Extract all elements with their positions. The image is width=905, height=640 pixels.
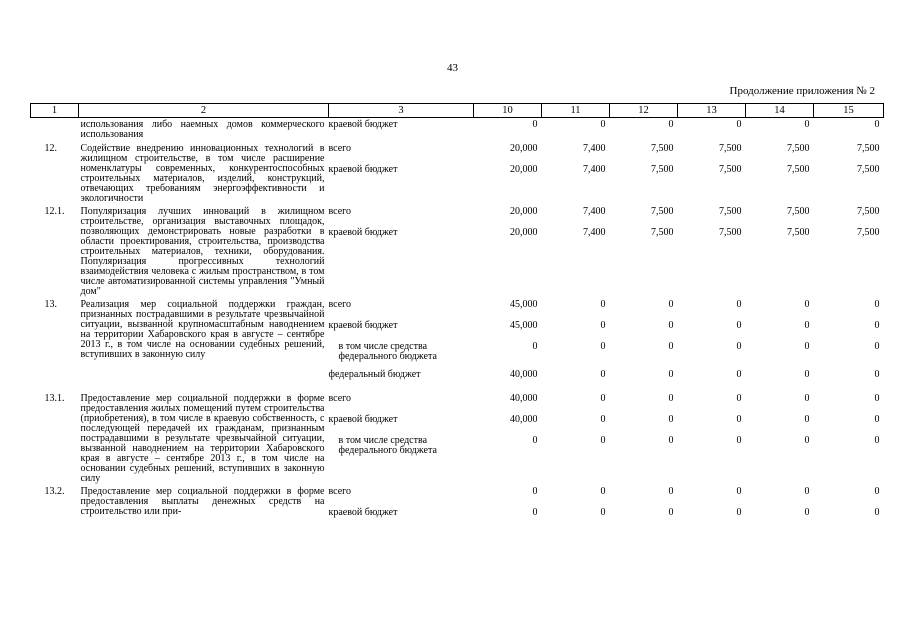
amount-value: 0 — [874, 507, 880, 518]
amount-value: 0 — [736, 393, 742, 404]
amount-value: 0 — [532, 341, 538, 352]
table-body — [31, 118, 884, 530]
table-row — [31, 141, 884, 204]
amount-value: 7,500 — [857, 227, 880, 238]
amount-value: 7,400 — [583, 164, 606, 175]
funding-source-cell — [329, 118, 474, 142]
amount-value: 0 — [874, 320, 880, 331]
value-cell — [610, 204, 678, 297]
amount-value: 7,500 — [787, 143, 810, 154]
amount-value: 40,000 — [510, 393, 538, 404]
table-row — [31, 391, 884, 484]
value-cell — [474, 141, 542, 204]
amount-value: 7,500 — [719, 206, 742, 217]
table-row — [31, 204, 884, 297]
amount-value: 0 — [532, 435, 538, 446]
amount-value: 0 — [736, 507, 742, 518]
value-cell — [814, 484, 884, 529]
funding-source: в том числе средства федерального бюджета — [338, 435, 437, 456]
row-description: Популяризация лучших инноваций в жилищном строительстве, организация выставочных площадок, позволяющих демонстрировать новые разработки в области проектирования, строительства, производства строительных материалов, техники, оборудования. Популяризация прогрессивных технологий взаимодействия человека с жилым пространством, в том числе автоматизированной системы управления "Умный дом" — [80, 206, 325, 297]
amount-value: 0 — [668, 299, 674, 310]
value-cell — [678, 391, 746, 484]
value-cell — [542, 118, 610, 142]
header-cell: 10 — [474, 104, 542, 118]
row-number: 13. — [44, 299, 57, 310]
value-cell — [746, 141, 814, 204]
amount-value: 0 — [874, 369, 880, 380]
amount-value: 0 — [736, 320, 742, 331]
row-number: 13.2. — [44, 486, 65, 497]
amount-value: 0 — [600, 393, 606, 404]
value-cell — [542, 391, 610, 484]
amount-value: 0 — [874, 119, 880, 130]
funding-source-cell — [329, 297, 474, 391]
amount-value: 0 — [532, 507, 538, 518]
amount-value: 7,500 — [719, 227, 742, 238]
amount-value: 7,500 — [857, 206, 880, 217]
amount-value: 0 — [874, 486, 880, 497]
value-cell — [746, 484, 814, 529]
amount-value: 0 — [668, 486, 674, 497]
value-cell — [678, 118, 746, 142]
value-cell — [678, 297, 746, 391]
budget-table — [30, 103, 884, 529]
page-number: 43 — [447, 62, 458, 74]
value-cell — [746, 391, 814, 484]
amount-value: 0 — [668, 320, 674, 331]
table-header-row — [31, 104, 884, 118]
funding-source: краевой бюджет — [328, 164, 398, 175]
value-cell — [814, 141, 884, 204]
amount-value: 0 — [532, 119, 538, 130]
row-description: Содействие внедрению инновационных технологий в жилищном строительстве, в том числе расширение номенклатуры современных, конкурентоспособных строительных материалов, изделий, конструкций, отвечающих требованиям энергоэффективности и экологичности — [80, 143, 325, 204]
value-cell — [474, 204, 542, 297]
row-number: 13.1. — [44, 393, 65, 404]
amount-value: 7,500 — [651, 227, 674, 238]
amount-value: 7,400 — [583, 206, 606, 217]
value-cell — [678, 204, 746, 297]
amount-value: 0 — [600, 369, 606, 380]
amount-value: 0 — [668, 435, 674, 446]
row-description: Предоставление мер социальной поддержки в форме предоставления выплаты денежных средств на строительство или при- — [80, 486, 325, 517]
amount-value: 0 — [804, 369, 810, 380]
amount-value: 0 — [532, 486, 538, 497]
amount-value: 0 — [600, 299, 606, 310]
value-cell — [610, 484, 678, 529]
funding-source: всего — [328, 299, 352, 310]
value-cell — [474, 391, 542, 484]
funding-source: федеральный бюджет — [328, 369, 421, 380]
row-number: 12. — [44, 143, 57, 154]
amount-value: 0 — [804, 393, 810, 404]
value-cell — [610, 297, 678, 391]
header-cell: 1 — [31, 104, 79, 118]
value-cell — [678, 484, 746, 529]
funding-source: всего — [328, 393, 352, 404]
funding-source: краевой бюджет — [328, 320, 398, 331]
amount-value: 0 — [736, 414, 742, 425]
amount-value: 0 — [804, 341, 810, 352]
header-cell: 2 — [79, 104, 329, 118]
amount-value: 0 — [600, 320, 606, 331]
value-cell — [474, 484, 542, 529]
amount-value: 7,500 — [651, 206, 674, 217]
value-cell — [610, 118, 678, 142]
value-cell — [814, 118, 884, 142]
table-row — [31, 484, 884, 529]
value-cell — [746, 204, 814, 297]
value-cell — [474, 297, 542, 391]
amount-value: 0 — [668, 393, 674, 404]
amount-value: 0 — [804, 299, 810, 310]
row-number: 12.1. — [44, 206, 65, 217]
value-cell — [746, 118, 814, 142]
amount-value: 0 — [874, 414, 880, 425]
funding-source: краевой бюджет — [328, 227, 398, 238]
funding-source-cell — [329, 484, 474, 529]
row-description: Реализация мер социальной поддержки граждан, признанных пострадавшими в результате чрезвычайной ситуации, вызванной крупномасштабным наводнением на территории Хабаровского края в августе – сентябре 2013 г., в том числе на основании судебных решений, вступивших в законную силу — [80, 299, 325, 360]
amount-value: 20,000 — [510, 227, 538, 238]
amount-value: 0 — [600, 119, 606, 130]
amount-value: 20,000 — [510, 206, 538, 217]
funding-source-cell — [329, 141, 474, 204]
amount-value: 7,500 — [857, 164, 880, 175]
amount-value: 7,400 — [583, 227, 606, 238]
amount-value: 40,000 — [510, 369, 538, 380]
amount-value: 7,500 — [651, 164, 674, 175]
funding-source: краевой бюджет — [328, 119, 398, 130]
amount-value: 45,000 — [510, 320, 538, 331]
amount-value: 0 — [736, 435, 742, 446]
table-row — [31, 118, 884, 142]
value-cell — [814, 204, 884, 297]
amount-value: 0 — [600, 435, 606, 446]
amount-value: 40,000 — [510, 414, 538, 425]
header-cell: 15 — [814, 104, 884, 118]
funding-source-cell — [329, 391, 474, 484]
value-cell — [678, 141, 746, 204]
row-number — [31, 118, 79, 142]
amount-value: 0 — [804, 320, 810, 331]
funding-source: краевой бюджет — [328, 414, 398, 425]
amount-value: 0 — [668, 119, 674, 130]
amount-value: 7,500 — [719, 143, 742, 154]
amount-value: 7,400 — [583, 143, 606, 154]
amount-value: 0 — [874, 393, 880, 404]
value-cell — [610, 391, 678, 484]
funding-source: всего — [328, 486, 352, 497]
row-description: Предоставление мер социальной поддержки в форме предоставления жилых помещений путем строительства (приобретения), в том числе в краевую собственность, с последующей передачей их гражданам, признанным пострадавшими в результате чрезвычайной ситуации, вызванной наводнением на территории Хабаровского края в августе – сентябре 2013 г., в том числе на основании судебных решений, вступивших в законную силу — [80, 393, 325, 484]
value-cell — [542, 204, 610, 297]
amount-value: 0 — [804, 414, 810, 425]
amount-value: 20,000 — [510, 164, 538, 175]
amount-value: 0 — [668, 369, 674, 380]
funding-source-cell — [329, 204, 474, 297]
amount-value: 7,500 — [787, 164, 810, 175]
value-cell — [814, 297, 884, 391]
funding-source: всего — [328, 206, 352, 217]
header-cell: 13 — [678, 104, 746, 118]
amount-value: 0 — [668, 341, 674, 352]
amount-value: 0 — [874, 341, 880, 352]
value-cell — [474, 118, 542, 142]
header-cell: 14 — [746, 104, 814, 118]
amount-value: 0 — [804, 486, 810, 497]
amount-value: 0 — [600, 507, 606, 518]
header-cell: 11 — [542, 104, 610, 118]
amount-value: 20,000 — [510, 143, 538, 154]
amount-value: 0 — [804, 119, 810, 130]
header-cell: 3 — [329, 104, 474, 118]
funding-source: в том числе средства федерального бюджета — [338, 341, 437, 362]
amount-value: 0 — [874, 435, 880, 446]
amount-value: 0 — [736, 299, 742, 310]
amount-value: 0 — [736, 341, 742, 352]
funding-source: всего — [328, 143, 352, 154]
amount-value: 0 — [804, 435, 810, 446]
amount-value: 7,500 — [651, 143, 674, 154]
continuation-label: Продолжение приложения № 2 — [729, 85, 875, 97]
amount-value: 0 — [874, 299, 880, 310]
row-description: использования либо наемных домов коммерческого использования — [80, 119, 325, 140]
value-cell — [610, 141, 678, 204]
amount-value: 7,500 — [787, 227, 810, 238]
amount-value: 0 — [804, 507, 810, 518]
header-cell: 12 — [610, 104, 678, 118]
amount-value: 0 — [736, 486, 742, 497]
amount-value: 7,500 — [787, 206, 810, 217]
amount-value: 0 — [600, 414, 606, 425]
value-cell — [814, 391, 884, 484]
amount-value: 0 — [668, 507, 674, 518]
amount-value: 0 — [600, 341, 606, 352]
amount-value: 0 — [600, 486, 606, 497]
table-row — [31, 297, 884, 391]
amount-value: 0 — [668, 414, 674, 425]
value-cell — [542, 141, 610, 204]
value-cell — [542, 484, 610, 529]
amount-value: 45,000 — [510, 299, 538, 310]
amount-value: 0 — [736, 119, 742, 130]
amount-value: 0 — [736, 369, 742, 380]
value-cell — [542, 297, 610, 391]
value-cell — [746, 297, 814, 391]
funding-source: краевой бюджет — [328, 507, 398, 518]
amount-value: 7,500 — [857, 143, 880, 154]
amount-value: 7,500 — [719, 164, 742, 175]
